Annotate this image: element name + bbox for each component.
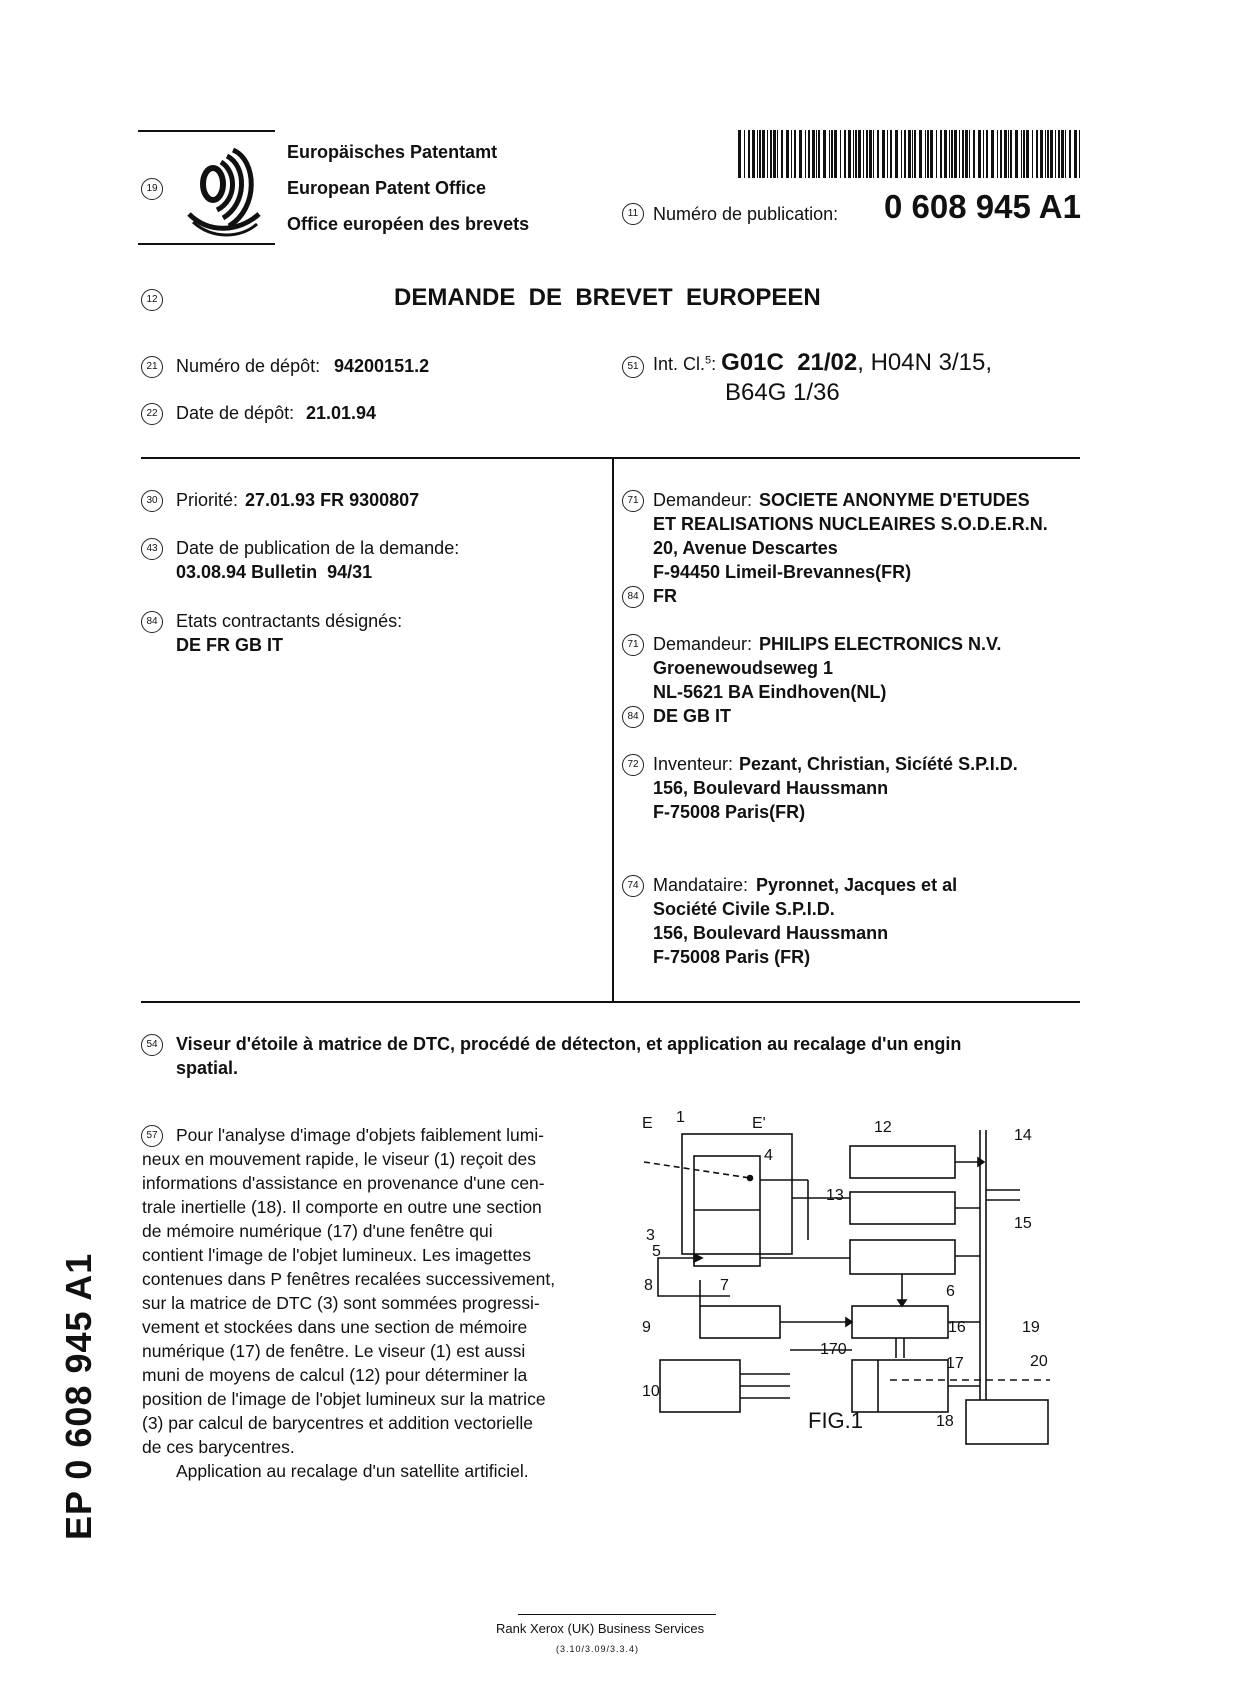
barcode-bar bbox=[1040, 130, 1043, 178]
designated-states-label: Etats contractants désignés: bbox=[176, 611, 403, 631]
barcode-bar bbox=[873, 130, 874, 178]
code-74: 74 bbox=[622, 875, 644, 897]
barcode-bar bbox=[895, 130, 898, 178]
barcode-bar bbox=[799, 130, 802, 178]
label-20: 20 bbox=[1030, 1353, 1048, 1370]
figure-1-diagram bbox=[640, 1110, 1080, 1445]
int-class: Int. Cl.$^5$: G01C 21/02, H04N 3/15, bbox=[653, 349, 992, 376]
inventor-line-3: F-75008 Paris(FR) bbox=[653, 802, 806, 822]
code-84-b: 84 bbox=[622, 706, 644, 728]
barcode-bar bbox=[1074, 130, 1077, 178]
invention-title-line-2: spatial. bbox=[176, 1058, 239, 1078]
designated-states-value: DE FR GB IT bbox=[176, 635, 283, 655]
block-10 bbox=[660, 1360, 740, 1412]
table-rule-bottom bbox=[141, 1001, 1080, 1003]
agent-line-1: Pyronnet, Jacques et al bbox=[756, 875, 958, 895]
priority-label: Priorité: bbox=[176, 490, 239, 510]
barcode-bar bbox=[973, 130, 975, 178]
filing-date: 21.01.94 bbox=[306, 403, 377, 423]
applicant-2-line-1: PHILIPS ELECTRONICS N.V. bbox=[759, 634, 1002, 654]
barcode-bar bbox=[759, 130, 761, 178]
side-publication-number: EP 0 608 945 A1 bbox=[58, 1252, 99, 1540]
inventor-label: Inventeur: bbox=[653, 754, 734, 774]
barcode-bar bbox=[1079, 130, 1080, 178]
applicant-2-states: DE GB IT bbox=[653, 706, 732, 726]
barcode-bar bbox=[965, 130, 968, 178]
code-11: 11 bbox=[622, 203, 644, 225]
inventor-line-2: 156, Boulevard Haussmann bbox=[653, 778, 889, 798]
barcode-bar bbox=[1069, 130, 1071, 178]
label-8: 8 bbox=[644, 1277, 653, 1294]
abstract-line: contient l'image de l'objet lumineux. Les imagettes bbox=[142, 1245, 531, 1265]
barcode-bar bbox=[997, 130, 998, 178]
barcode-bar bbox=[890, 130, 892, 178]
int-class-rest-2: B64G 1/36 bbox=[725, 379, 840, 406]
barcode-bar bbox=[770, 130, 772, 178]
code-21: 21 bbox=[141, 356, 163, 378]
barcode-bar bbox=[762, 130, 765, 178]
barcode-bar bbox=[877, 130, 879, 178]
barcode-bar bbox=[773, 130, 776, 178]
barcode-bar bbox=[904, 130, 906, 178]
barcode-bar bbox=[978, 130, 981, 178]
barcode-bar bbox=[829, 130, 830, 178]
barcode-bar bbox=[744, 130, 745, 178]
label-19: 19 bbox=[1022, 1319, 1040, 1336]
abstract-line: neux en mouvement rapide, le viseur (1) reçoit des bbox=[142, 1149, 536, 1169]
barcode-bar bbox=[951, 130, 953, 178]
barcode-bar bbox=[986, 130, 988, 178]
barcode-bar bbox=[1065, 130, 1066, 178]
barcode-bar bbox=[840, 130, 841, 178]
label-3: 3 bbox=[646, 1227, 655, 1244]
barcode-bar bbox=[959, 130, 960, 178]
barcode-bar bbox=[940, 130, 942, 178]
code-12: 12 bbox=[141, 289, 163, 311]
barcode-bar bbox=[738, 130, 741, 178]
barcode-bar bbox=[805, 130, 806, 178]
label-15: 15 bbox=[1014, 1215, 1032, 1232]
footer-printer: Rank Xerox (UK) Business Services bbox=[496, 1621, 705, 1636]
header-rule-top bbox=[138, 130, 275, 132]
barcode-bar bbox=[912, 130, 913, 178]
code-30: 30 bbox=[141, 490, 163, 512]
int-class-edition: 5 bbox=[705, 354, 712, 367]
inventor-line-1: Pezant, Christian, Sicíété S.P.I.D. bbox=[739, 754, 1018, 774]
block-13 bbox=[850, 1192, 955, 1224]
office-name-fr: Office européen des brevets bbox=[287, 214, 530, 234]
int-class-label: Int. Cl. bbox=[653, 354, 706, 374]
applicant-1-line-2: ET REALISATIONS NUCLEAIRES S.O.D.E.R.N. bbox=[653, 514, 1048, 534]
barcode-bar bbox=[752, 130, 755, 178]
application-number: 94200151.2 bbox=[334, 356, 430, 376]
barcode-bar bbox=[1000, 130, 1002, 178]
label-18: 18 bbox=[936, 1413, 954, 1430]
barcode-bar bbox=[777, 130, 778, 178]
viseur-block-1 bbox=[682, 1134, 792, 1254]
barcode-bar bbox=[936, 130, 937, 178]
abstract bbox=[142, 1123, 584, 1483]
publication-number: 0 608 945 A1 bbox=[884, 188, 1081, 225]
barcode-bar bbox=[1036, 130, 1038, 178]
agent-line-3: 156, Boulevard Haussmann bbox=[653, 923, 889, 943]
barcode-bar bbox=[1010, 130, 1012, 178]
barcode-bar bbox=[748, 130, 750, 178]
barcode-bar bbox=[1047, 130, 1049, 178]
barcode-bar bbox=[1015, 130, 1018, 178]
applicant-2-line-2: Groenewoudseweg 1 bbox=[653, 658, 834, 678]
barcode-bar bbox=[954, 130, 957, 178]
barcode-bar bbox=[983, 130, 984, 178]
abstract-line: Pour l'analyse d'image d'objets faiblement lumi- bbox=[176, 1125, 544, 1145]
applicant-1-states: FR bbox=[653, 586, 677, 606]
barcode-bar bbox=[823, 130, 826, 178]
barcode-bar bbox=[930, 130, 933, 178]
label-13: 13 bbox=[826, 1187, 844, 1204]
barcode-bar bbox=[887, 130, 888, 178]
barcode-bar bbox=[1045, 130, 1046, 178]
barcode-bar bbox=[927, 130, 929, 178]
barcode-bar bbox=[914, 130, 916, 178]
abstract-application: Application au recalage d'un satellite artificiel. bbox=[176, 1461, 529, 1481]
code-51: 51 bbox=[622, 356, 644, 378]
barcode-bar bbox=[808, 130, 810, 178]
table-rule-top bbox=[141, 457, 1080, 459]
barcode-bar bbox=[1058, 130, 1060, 178]
memory-block-17 bbox=[852, 1360, 948, 1412]
barcode-bar bbox=[791, 130, 792, 178]
barcode-bar bbox=[949, 130, 950, 178]
barcode-bar bbox=[962, 130, 964, 178]
barcode-bar bbox=[848, 130, 851, 178]
barcode-bar bbox=[767, 130, 768, 178]
agent-label: Mandataire: bbox=[653, 875, 749, 895]
inertial-unit-18 bbox=[966, 1400, 1048, 1444]
footer-code: (3.10/3.09/3.3.4) bbox=[556, 1644, 640, 1654]
barcode-bar bbox=[757, 130, 758, 178]
barcode-bar bbox=[1023, 130, 1025, 178]
barcode-bar bbox=[1008, 130, 1009, 178]
barcode-bar bbox=[863, 130, 864, 178]
label-5: 5 bbox=[652, 1243, 661, 1260]
barcode-bar bbox=[882, 130, 885, 178]
label-10: 10 bbox=[642, 1383, 660, 1400]
abstract-line: numérique (17) de fenêtre. Le viseur (1) est aussi bbox=[142, 1341, 526, 1361]
code-22: 22 bbox=[141, 403, 163, 425]
publication-date-value: 03.08.94 Bulletin 94/31 bbox=[176, 562, 373, 582]
block-16 bbox=[852, 1306, 948, 1338]
barcode-bar bbox=[1021, 130, 1022, 178]
abstract-line: position de l'image de l'objet lumineux sur la matrice bbox=[142, 1389, 546, 1409]
barcode-bar bbox=[816, 130, 817, 178]
label-7: 7 bbox=[720, 1277, 729, 1294]
code-71-b: 71 bbox=[622, 634, 644, 656]
office-name-en: European Patent Office bbox=[287, 178, 487, 198]
applicant-2-line-3: NL-5621 BA Eindhoven(NL) bbox=[653, 682, 887, 702]
barcode-bar bbox=[944, 130, 947, 178]
applicant-1-line-3: 20, Avenue Descartes bbox=[653, 538, 838, 558]
barcode-bar bbox=[1061, 130, 1064, 178]
label-16: 16 bbox=[948, 1319, 966, 1336]
compute-block-12 bbox=[850, 1146, 955, 1178]
block-6 bbox=[850, 1240, 955, 1274]
header-rule-bottom bbox=[138, 243, 275, 245]
publication-date-label: Date de publication de la demande: bbox=[176, 538, 460, 558]
barcode-bar bbox=[919, 130, 922, 178]
footer-rule bbox=[518, 1614, 716, 1615]
barcode-bar bbox=[991, 130, 994, 178]
barcode-bar bbox=[866, 130, 868, 178]
priority-value: 27.01.93 FR 9300807 bbox=[245, 490, 420, 510]
code-54: 54 bbox=[141, 1034, 163, 1056]
publication-label: Numéro de publication: bbox=[653, 204, 839, 224]
block-9 bbox=[700, 1306, 780, 1338]
abstract-line: contenues dans P fenêtres recalées successivement, bbox=[142, 1269, 556, 1289]
applicant-2-label: Demandeur: bbox=[653, 634, 753, 654]
barcode-bar bbox=[969, 130, 970, 178]
abstract-line: vement et stockées dans une section de mémoire bbox=[142, 1317, 528, 1337]
code-71-a: 71 bbox=[622, 490, 644, 512]
barcode-bar bbox=[834, 130, 837, 178]
label-4: 4 bbox=[764, 1147, 773, 1164]
label-1: 1 bbox=[676, 1110, 685, 1126]
office-name-de: Europäisches Patentamt bbox=[287, 142, 498, 162]
barcode-bar bbox=[853, 130, 854, 178]
barcode-bar bbox=[1050, 130, 1053, 178]
barcode-bar bbox=[831, 130, 833, 178]
abstract-line: sur la matrice de DTC (3) sont sommées progressi- bbox=[142, 1293, 540, 1313]
int-class-main: G01C 21/02 bbox=[721, 349, 858, 376]
applicant-1-line-1: SOCIETE ANONYME D'ETUDES bbox=[759, 490, 1030, 510]
label-14: 14 bbox=[1014, 1127, 1032, 1144]
barcode-bar bbox=[812, 130, 815, 178]
barcode-bar bbox=[858, 130, 861, 178]
code-19: 19 bbox=[141, 178, 163, 200]
barcode-bar bbox=[1026, 130, 1029, 178]
barcode-bar bbox=[855, 130, 857, 178]
label-12: 12 bbox=[874, 1119, 892, 1136]
barcode-bar bbox=[786, 130, 789, 178]
label-9: 9 bbox=[642, 1319, 651, 1336]
applicant-1-line-4: F-94450 Limeil-Brevannes(FR) bbox=[653, 562, 912, 582]
invention-title-line-1: Viseur d'étoile à matrice de DTC, procédé de détecton, et application au recalage d'un engin bbox=[176, 1034, 962, 1054]
label-170: 170 bbox=[820, 1341, 847, 1358]
code-84-left: 84 bbox=[141, 611, 163, 633]
barcode-bar bbox=[844, 130, 846, 178]
ccd-matrix-3 bbox=[694, 1156, 760, 1266]
document-type-title: DEMANDE DE BREVET EUROPEEN bbox=[394, 284, 821, 311]
barcode-bar bbox=[1055, 130, 1056, 178]
barcode-bar bbox=[794, 130, 796, 178]
epo-logo bbox=[185, 138, 270, 238]
application-number-label: Numéro de dépôt: bbox=[176, 356, 321, 376]
barcode-bar bbox=[1004, 130, 1007, 178]
abstract-line: muni de moyens de calcul (12) pour déterminer la bbox=[142, 1365, 528, 1385]
int-class-rest-1: , H04N 3/15, bbox=[857, 349, 992, 376]
agent-line-2: Société Civile S.P.I.D. bbox=[653, 899, 835, 919]
applicant-1-label: Demandeur: bbox=[653, 490, 753, 510]
barcode-bar bbox=[781, 130, 783, 178]
barcode bbox=[738, 130, 1086, 178]
label-6: 6 bbox=[946, 1283, 955, 1300]
code-72: 72 bbox=[622, 754, 644, 776]
abstract-line: informations d'assistance en provenance d'une cen- bbox=[142, 1173, 545, 1193]
figure-caption: FIG.1 bbox=[808, 1408, 864, 1433]
code-84-a: 84 bbox=[622, 586, 644, 608]
abstract-line: (3) par calcul de barycentres et addition vectorielle bbox=[142, 1413, 534, 1433]
label-17: 17 bbox=[946, 1355, 964, 1372]
barcode-bar bbox=[925, 130, 926, 178]
code-57: 57 bbox=[141, 1125, 163, 1147]
abstract-line: de ces barycentres. bbox=[142, 1437, 295, 1457]
abstract-line: trale inertielle (18). Il comporte en outre une section bbox=[142, 1197, 542, 1217]
barcode-bar bbox=[818, 130, 820, 178]
filing-date-label: Date de dépôt: bbox=[176, 403, 295, 423]
abstract-line: de mémoire numérique (17) d'une fenêtre qui bbox=[142, 1221, 493, 1241]
label-E-prime: E' bbox=[752, 1115, 766, 1132]
barcode-bar bbox=[1032, 130, 1033, 178]
label-E: E bbox=[642, 1115, 653, 1132]
table-rule-vertical bbox=[612, 457, 614, 1002]
agent-line-4: F-75008 Paris (FR) bbox=[653, 947, 811, 967]
code-43: 43 bbox=[141, 538, 163, 560]
barcode-bar bbox=[869, 130, 872, 178]
barcode-bar bbox=[908, 130, 911, 178]
barcode-bar bbox=[901, 130, 902, 178]
